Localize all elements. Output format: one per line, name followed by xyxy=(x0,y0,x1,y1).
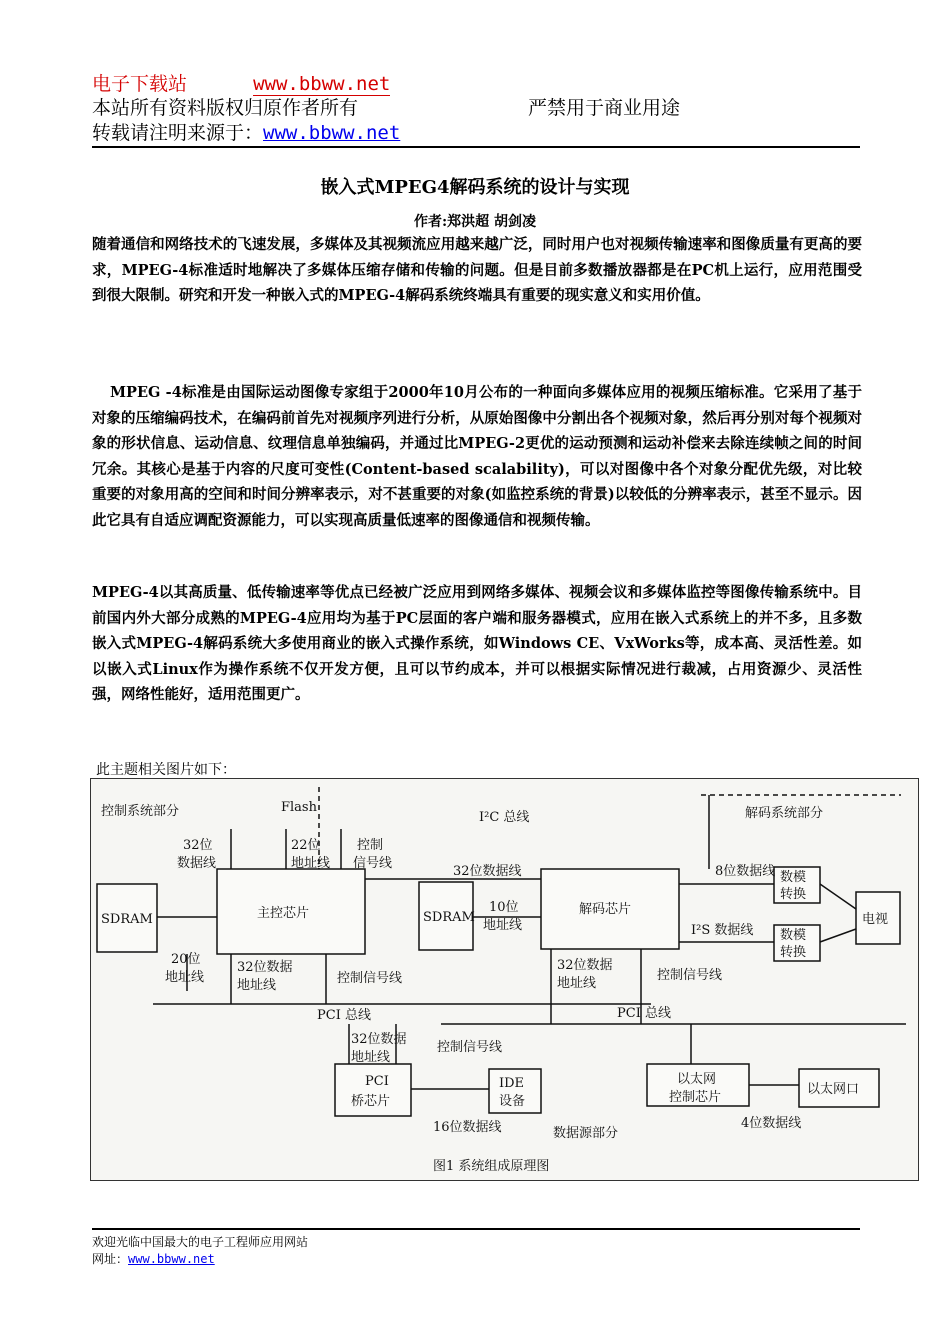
ctrl-signal-label-left: 控制信号线 xyxy=(337,971,403,986)
footer-url-label: 网址： xyxy=(92,1252,129,1266)
data32-addr-label-d: 地址线 xyxy=(557,976,597,991)
footer-rule xyxy=(92,1228,860,1230)
figure-caption: 图1 系统组成原理图 xyxy=(433,1159,550,1174)
figure-intro: 此主题相关图片如下： xyxy=(96,762,236,778)
footer-url-line xyxy=(92,1250,215,1267)
reprint-line xyxy=(92,121,400,145)
sdram-left-label: SDRAM xyxy=(101,912,153,927)
footer-url-link[interactable]: www.bbww.net xyxy=(128,1252,215,1266)
system-diagram-figure xyxy=(90,778,919,1181)
pci-bus-label-left: PCI 总线 xyxy=(317,1008,371,1023)
site-name: 电子下载站 xyxy=(92,73,188,95)
addr10-label-a: 10位 xyxy=(489,900,519,915)
ctrl-signal-label-mid: 控制信号线 xyxy=(437,1040,503,1055)
dac2-label-a: 数模 xyxy=(780,928,807,943)
pci-bridge-label-a: PCI xyxy=(365,1074,389,1089)
addr20-label-a: 20位 xyxy=(171,952,201,967)
ctrl-signal-label-right: 控制信号线 xyxy=(657,968,723,983)
ide-label-b: 设备 xyxy=(499,1094,526,1109)
i2s-line-label: I²S 数据线 xyxy=(691,923,754,938)
eth-port-label: 以太网口 xyxy=(807,1082,860,1097)
addr20-label-b: 地址线 xyxy=(165,970,205,985)
data32-label-b: 数据线 xyxy=(177,856,217,871)
reprint-url-link[interactable]: www.bbww.net xyxy=(263,122,401,144)
data-source-label: 数据源部分 xyxy=(553,1126,619,1141)
pci-bus-label-right: PCI 总线 xyxy=(617,1006,671,1021)
decode-chip-label: 解码芯片 xyxy=(579,902,632,917)
data32-addr-label-a: 32位数据 xyxy=(237,960,293,975)
i2c-bus-label: I²C 总线 xyxy=(479,810,530,825)
dac2-label-b: 转换 xyxy=(780,945,807,960)
data32-label-a: 32位 xyxy=(183,838,213,853)
data8-line-label: 8位数据线 xyxy=(715,864,776,879)
data32-addr-label-b: 地址线 xyxy=(237,978,277,993)
addr22-label-a: 22位 xyxy=(291,838,321,853)
ctrl-label-b: 信号线 xyxy=(353,856,393,871)
dac1-label-a: 数模 xyxy=(780,870,807,885)
data4-line-label: 4位数据线 xyxy=(741,1116,802,1131)
header-rule xyxy=(92,146,860,148)
data32-line-label: 32位数据线 xyxy=(453,864,522,879)
data32-addr-label-c: 32位数据 xyxy=(557,958,613,973)
footer-welcome: 欢迎光临中国最大的电子工程师应用网站 xyxy=(92,1235,309,1249)
control-section-label: 控制系统部分 xyxy=(101,804,180,819)
ctrl-label-a: 控制 xyxy=(357,838,384,853)
site-header-line1 xyxy=(92,72,390,96)
data32-addr-label-f: 地址线 xyxy=(351,1050,391,1065)
article-author: 作者:郑洪超 胡剑凌 xyxy=(413,214,537,230)
ide-label-a: IDE xyxy=(499,1076,525,1091)
eth-ctrl-label-b: 控制芯片 xyxy=(669,1090,722,1105)
eth-ctrl-label-a: 以太网 xyxy=(677,1072,717,1087)
addr10-label-b: 地址线 xyxy=(483,918,523,933)
decode-section-label: 解码系统部分 xyxy=(745,806,824,821)
copyright-notice: 本站所有资料版权归原作者所有 xyxy=(92,97,359,119)
data16-line-label: 16位数据线 xyxy=(433,1120,502,1135)
copyright-line xyxy=(92,96,358,120)
paragraph-mpeg4-applications: MPEG-4以其高质量、低传输速率等优点已经被广泛应用到网络多媒体、视频会议和多媒体监控等图像传输系统中。目前国内外大部分成熟的MPEG-4应用均为基于PC层面的客户端和服务器模式，应用在嵌入式系统上的并不多，且多数嵌入式MPEG-4解码系统大多使用商业的嵌入式操作系统，如Windows CE、VxWorks等，成本高、灵活性差。如以嵌入式Linux作为操作系统不仅开发方便，且可以节约成本，并可以根据实际情况进行裁减，占用资源少、灵活性强，网络性能好，适用范围更广。 xyxy=(92,584,862,703)
paragraph-intro: 随着通信和网络技术的飞速发展，多媒体及其视频流应用越来越广泛，同时用户也对视频传输速率和图像质量有更高的要求，MPEG-4标准适时地解决了多媒体压缩存储和传输的问题。但是目前多数播放器都是在PC机上运行，应用范围受到很大限制。研究和开发一种嵌入式的MPEG-4解码系统终端具有重要的现实意义和实用价值。 xyxy=(92,236,862,304)
addr22-label-b: 地址线 xyxy=(291,856,331,871)
site-url-link[interactable]: www.bbww.net xyxy=(253,73,391,95)
paragraph-mpeg4-standard: MPEG -4标准是由国际运动图像专家组于2000年10月公布的一种面向多媒体应用的视频压缩标准。它采用了基于对象的压缩编码技术，在编码前首先对视频序列进行分析，从原始图像中分割出各个视频对象，然后再分别对每个视频对象的形状信息、运动信息、纹理信息单独编码，并通过比MPEG-2更优的运动预测和运动补偿来去除连续帧之间的时间冗余。其核心是基于内容的尺度可变性(Content-based scalability)，可以对图像中各个对象分配优先级，对比较重要的对象用高的空间和时间分辨率表示，对不甚重要的对象(如监控系统的背景)以较低的分辨率表示，甚至不显示。因此它具有自适应调配资源能力，可以实现高质量低速率的图像通信和视频传输。 xyxy=(92,384,862,529)
tv-label: 电视 xyxy=(862,912,889,927)
system-diagram xyxy=(91,779,918,1180)
pci-bridge-label-b: 桥芯片 xyxy=(351,1094,391,1109)
no-commercial-notice: 严禁用于商业用途 xyxy=(528,97,681,119)
data32-addr-label-e: 32位数据 xyxy=(351,1032,407,1047)
dac1-label-b: 转换 xyxy=(780,887,807,902)
flash-label: Flash xyxy=(281,800,317,815)
reprint-prefix: 转载请注明来源于： xyxy=(92,122,264,144)
sdram-right-label: SDRAM xyxy=(423,910,475,925)
no-commercial-line xyxy=(528,96,680,120)
article-title: 嵌入式MPEG4解码系统的设计与实现 xyxy=(320,177,630,198)
main-chip-label: 主控芯片 xyxy=(257,906,310,921)
